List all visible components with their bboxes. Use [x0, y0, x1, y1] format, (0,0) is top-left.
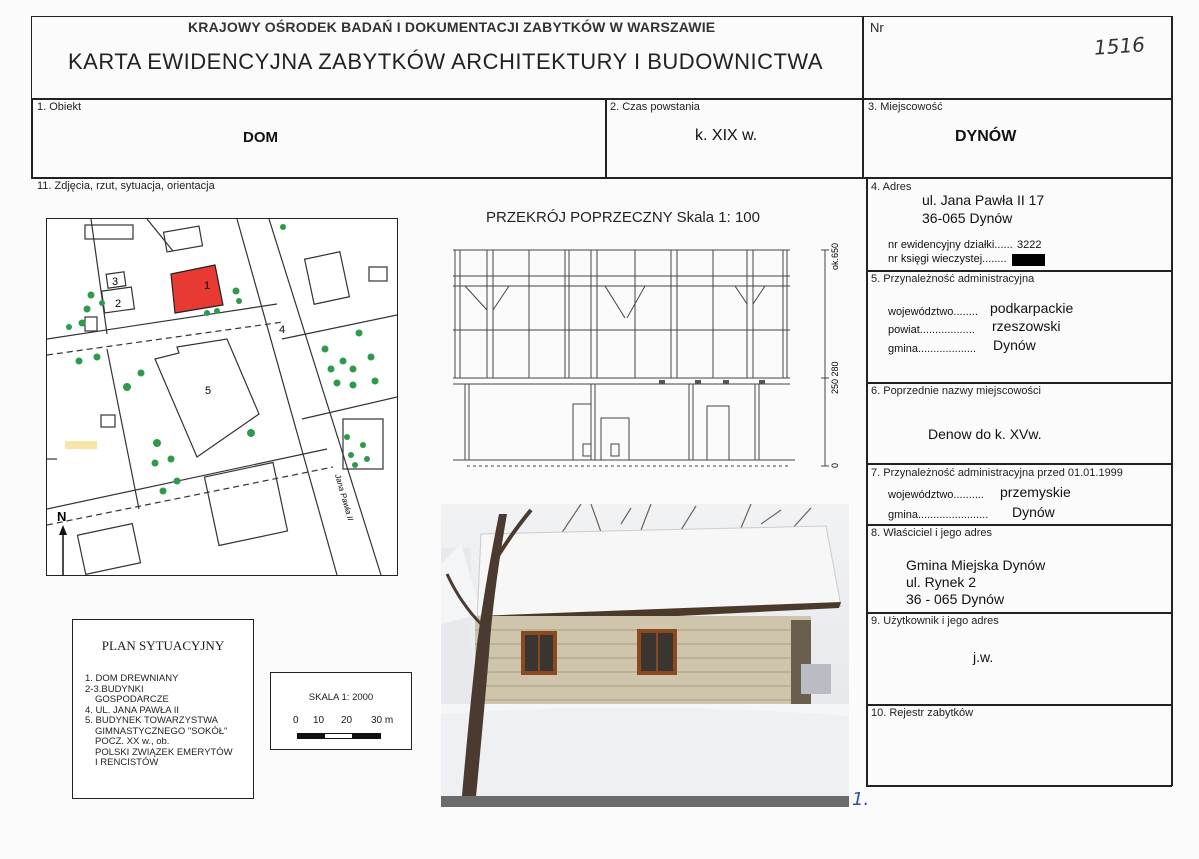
sep-5 [866, 270, 1172, 272]
site-map-drawing [47, 219, 397, 575]
row1-top-border [31, 98, 1173, 100]
adres-line2: 36-065 Dynów [922, 210, 1013, 226]
map-street-label: Jana Pawła II [333, 473, 355, 522]
legend-item-1: 1. DOM DREWNIANY [85, 673, 179, 684]
row1-div-1 [605, 98, 607, 178]
sep-6 [866, 382, 1172, 384]
przed-woj-value: przemyskie [1000, 484, 1071, 500]
powiat-label: powiat.................. [888, 324, 975, 336]
rejestr-label: 10. Rejestr zabytków [871, 707, 974, 719]
card-title: KARTA EWIDENCYJNA ZABYTKÓW ARCHITEKTURY I BUDOWNICTWA [68, 49, 824, 74]
scale-tick-30: 30 m [371, 715, 394, 726]
woj-label: województwo........ [888, 306, 978, 318]
uzytkownik-value: j.w. [973, 649, 994, 665]
scale-tick-20: 20 [341, 715, 353, 726]
legend-item-5: 5. BUDYNEK TOWARZYSTWA [85, 715, 219, 726]
adres-label: 4. Adres [871, 181, 912, 193]
dim-top: ok.650 [830, 242, 840, 270]
czas-label: 2. Czas powstania [610, 101, 700, 113]
map-number-2: 2 [115, 298, 122, 310]
wlasciciel-label: 8. Właściciel i jego adres [871, 527, 993, 539]
map-number-5: 5 [205, 385, 212, 397]
legend-item-7: POCZ. XX w., ob. [95, 736, 170, 747]
miejscowosc-value: DYNÓW [955, 128, 1017, 145]
row1-div-2 [862, 98, 864, 178]
scale-box [270, 672, 412, 750]
nr-label: Nr [870, 20, 884, 35]
przed-woj-label: województwo.......... [888, 489, 984, 501]
right-col-right-border [1171, 16, 1173, 786]
poprzednie-label: 6. Poprzednie nazwy miejscowości [871, 385, 1041, 397]
przed-gmina-value: Dynów [1012, 504, 1055, 520]
scale-bar [297, 733, 381, 739]
section-title: PRZEKRÓJ POPRZECZNY Skala 1: 100 [486, 209, 760, 226]
legend-item-6: GIMNASTYCZNEGO "SOKÓŁ" [95, 725, 228, 737]
obiekt-label: 1. Obiekt [37, 101, 82, 113]
przed1999-label: 7. Przynależność administracyjna przed 01.01.1999 [871, 467, 1123, 479]
zdjecia-label: 11. Zdjęcia, rzut, sytuacja, orientacja [37, 180, 215, 192]
poprzednie-value: Denow do k. XVw. [928, 426, 1042, 442]
photo-note: 1. [852, 789, 870, 810]
dim-mid: 250 280 [830, 361, 840, 394]
gmina-label: gmina................... [888, 343, 977, 355]
przed-gmina-label: gmina....................... [888, 509, 989, 521]
house-photo [441, 504, 849, 807]
map-number-4: 4 [279, 324, 286, 336]
north-label: N [57, 509, 67, 524]
legend-box [72, 619, 254, 799]
miejscowosc-label: 3. Miejscowość [868, 101, 943, 113]
wlasciciel-line2: ul. Rynek 2 [906, 574, 977, 590]
scale-title: SKALA 1: 2000 [308, 692, 374, 703]
sep-8 [866, 524, 1172, 526]
legend-item-2: 2-3.BUDYNKI [85, 683, 144, 695]
dzialka-label: nr ewidencyjny działki...... [888, 239, 1013, 251]
scale-tick-10: 10 [313, 715, 325, 726]
czas-value: k. XIX w. [695, 127, 758, 144]
row1-bottom-border [31, 177, 1173, 179]
ksiega-redaction [1012, 254, 1045, 266]
legend-list [85, 674, 233, 769]
legend-item-3: GOSPODARCZE [95, 694, 169, 705]
institution-name: KRAJOWY OŚRODEK BADAŃ I DOKUMENTACJI ZABYTKÓW W WARSZAWIE [188, 19, 716, 35]
obiekt-value: DOM [243, 129, 278, 146]
gmina-value: Dynów [993, 337, 1036, 353]
nr-value: 1516 [1093, 32, 1146, 60]
dzialka-value: 3222 [1017, 239, 1042, 251]
ksiega-label: nr księgi wieczystej........ [888, 253, 1007, 265]
adres-line1: ul. Jana Pawła II 17 [922, 192, 1045, 208]
legend-item-9: I RENCISTÓW [95, 757, 159, 768]
legend-title: PLAN SYTUACYJNY [101, 638, 225, 653]
site-map [46, 218, 398, 576]
wlasciciel-line3: 36 - 065 Dynów [906, 591, 1005, 607]
uzytkownik-label: 9. Użytkownik i jego adres [871, 615, 999, 627]
map-number-3: 3 [112, 276, 119, 288]
legend-item-4: 4. UL. JANA PAWŁA II [85, 704, 179, 716]
header-divider [862, 16, 864, 100]
przynaleznosc-label: 5. Przynależność administracyjna [871, 273, 1035, 285]
row1-left-border [31, 98, 33, 178]
scale-tick-0: 0 [293, 715, 299, 726]
map-number-1: 1 [204, 280, 211, 292]
sep-10 [866, 704, 1172, 706]
sep-9 [866, 612, 1172, 614]
wlasciciel-line1: Gmina Miejska Dynów [906, 557, 1046, 573]
legend-item-8: POLSKI ZWIĄZEK EMERYTÓW [95, 746, 233, 758]
sep-7 [866, 463, 1172, 465]
powiat-value: rzeszowski [992, 318, 1061, 334]
right-col-bottom [866, 785, 1172, 787]
cross-section-drawing [445, 238, 845, 486]
dim-zero: 0 [830, 462, 840, 468]
woj-value: podkarpackie [990, 300, 1074, 316]
